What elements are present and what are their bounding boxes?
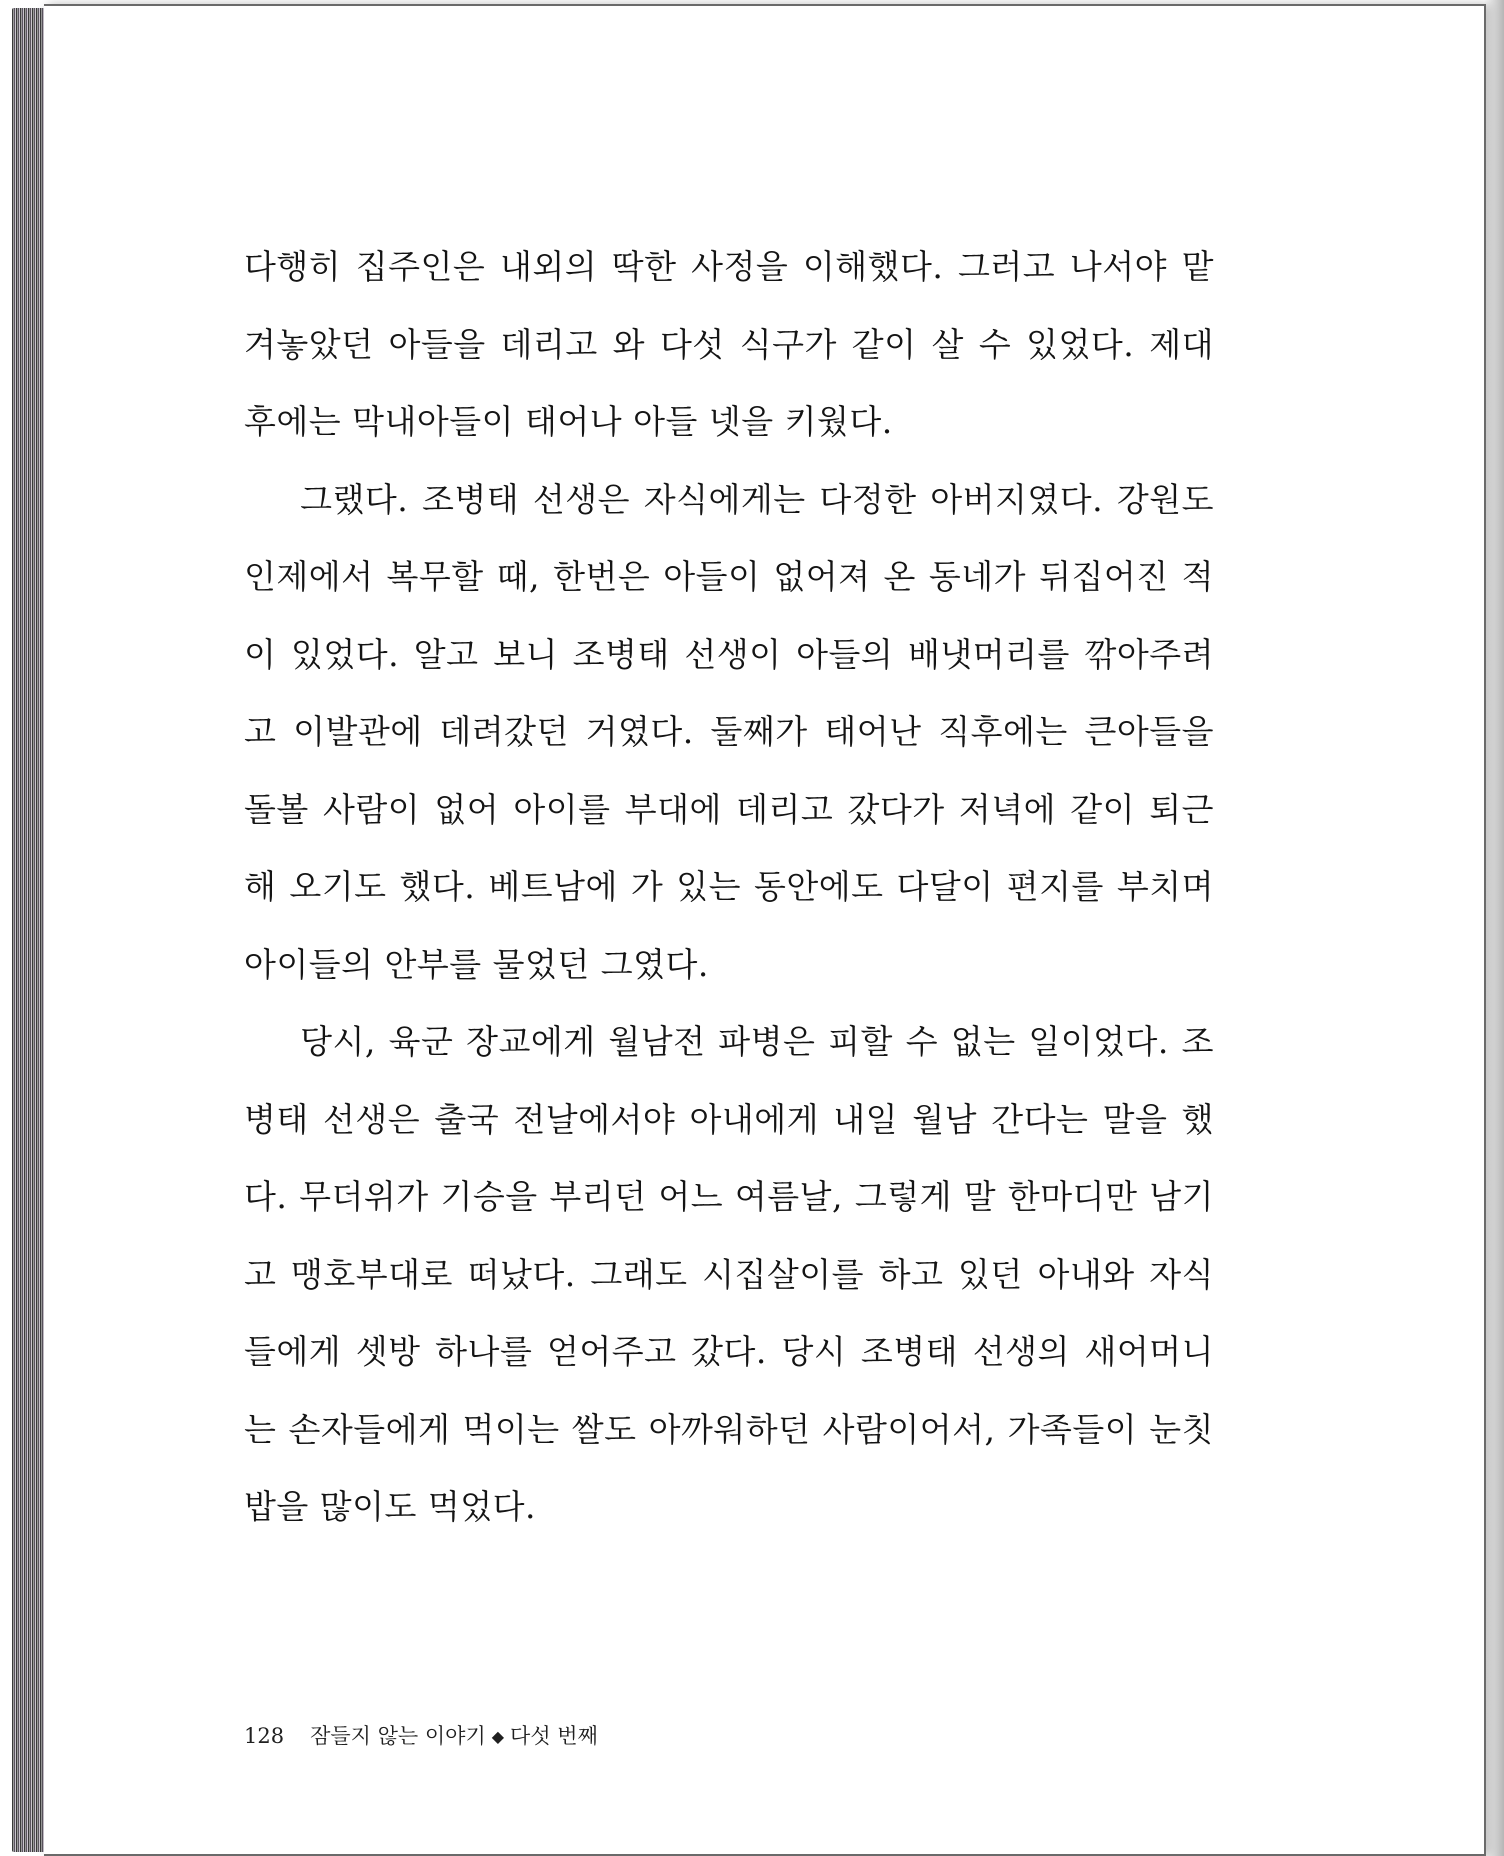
page-footer xyxy=(244,1720,598,1750)
paragraph-1: 다행히 집주인은 내외의 딱한 사정을 이해했다. 그러고 나서야 맡겨놓았던 아들을 데리고 와 다섯 식구가 같이 살 수 있었다. 제대 후에는 막내아들이 태어나 아들 넷을 키웠다. xyxy=(244,247,1214,441)
book-page xyxy=(44,4,1486,1856)
paragraph-3: 당시, 육군 장교에게 월남전 파병은 피할 수 없는 일이었다. 조병태 선생은 출국 전날에서야 아내에게 내일 월남 간다는 말을 했다. 무더위가 기승을 부리던 어느 여름날, 그렇게 말 한마디만 남기고 맹호부대로 떠났다. 그래도 시집살이를 하고 있던 아내와 자식들에게 셋방 하나를 얻어주고 갔다. 당시 조병태 선생의 새어머니는 손자들에게 먹이는 쌀도 아까워하던 사람이어서, 가족들이 눈칫밥을 많이도 먹었다. xyxy=(244,1022,1214,1526)
page-shadow xyxy=(1484,0,1504,1856)
book-title: 잠들지 않는 이야기 xyxy=(310,1724,486,1748)
page-number: 128 xyxy=(244,1724,285,1748)
diamond-separator-icon: ◆ xyxy=(491,1727,505,1746)
section-label: 다섯 번째 xyxy=(510,1724,598,1748)
paragraph-2: 그랬다. 조병태 선생은 자식에게는 다정한 아버지였다. 강원도 인제에서 복무할 때, 한번은 아들이 없어져 온 동네가 뒤집어진 적이 있었다. 알고 보니 조병태 선생이 아들의 배냇머리를 깎아주려고 이발관에 데려갔던 거였다. 둘째가 태어난 직후에는 큰아들을 돌볼 사람이 없어 아이를 부대에 데리고 갔다가 저녁에 같이 퇴근해 오기도 했다. 베트남에 가 있는 동안에도 다달이 편지를 부치며 아이들의 안부를 물었던 그였다. xyxy=(244,479,1214,984)
body-text xyxy=(244,228,1214,1546)
